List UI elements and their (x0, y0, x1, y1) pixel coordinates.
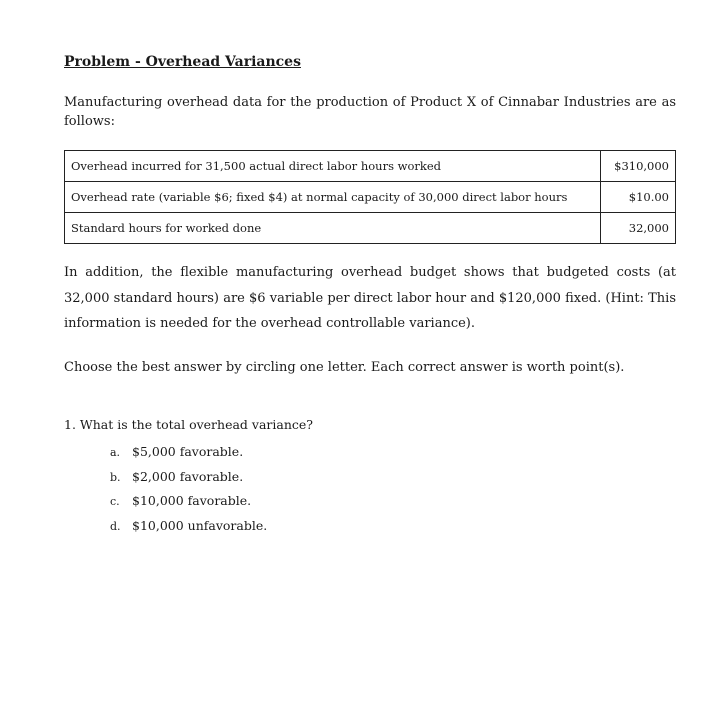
answer-option-c[interactable] (110, 489, 267, 514)
answer-option-b[interactable] (110, 465, 267, 490)
option-letter: d. (110, 519, 121, 533)
option-text: $10,000 unfavorable. (132, 517, 268, 533)
row-value: 32,000 (601, 213, 676, 244)
option-letter: a. (110, 446, 121, 459)
option-letter: c. (110, 495, 120, 508)
question-text: 1. What is the total overhead variance? (64, 417, 313, 432)
row-value: $310,000 (601, 151, 676, 182)
instructions-text: Choose the best answer by circling one letter. Each correct answer is worth point(s). (64, 360, 625, 375)
table-row (65, 213, 676, 244)
intro-paragraph: Manufacturing overhead data for the production of Product X of Cinnabar Industries are as follows: (64, 95, 676, 129)
answer-option-a[interactable] (110, 440, 267, 465)
problem-title: Problem - Overhead Variances (64, 54, 301, 70)
table-row (65, 151, 676, 182)
option-text: $10,000 favorable. (132, 493, 252, 508)
answer-options (110, 440, 267, 538)
table-row (65, 182, 676, 213)
row-value: $10.00 (601, 182, 676, 213)
row-label: Overhead rate (variable $6; fixed $4) at normal capacity of 30,000 direct labor hours (65, 182, 601, 213)
overhead-data-table (64, 150, 676, 244)
row-label: Standard hours for worked done (65, 213, 601, 244)
answer-option-d[interactable] (110, 514, 267, 539)
row-label: Overhead incurred for 31,500 actual direct labor hours worked (65, 151, 601, 182)
option-text: $5,000 favorable. (132, 444, 244, 459)
option-letter: b. (110, 470, 121, 484)
option-text: $2,000 favorable. (132, 468, 244, 484)
budget-paragraph: In addition, the flexible manufacturing overhead budget shows that budgeted costs (at 32,000 standard hours) are $6 variable per direct labor hour and $120,000 fixed. (Hint: This information is needed for the overhead controllable variance). (64, 265, 676, 331)
